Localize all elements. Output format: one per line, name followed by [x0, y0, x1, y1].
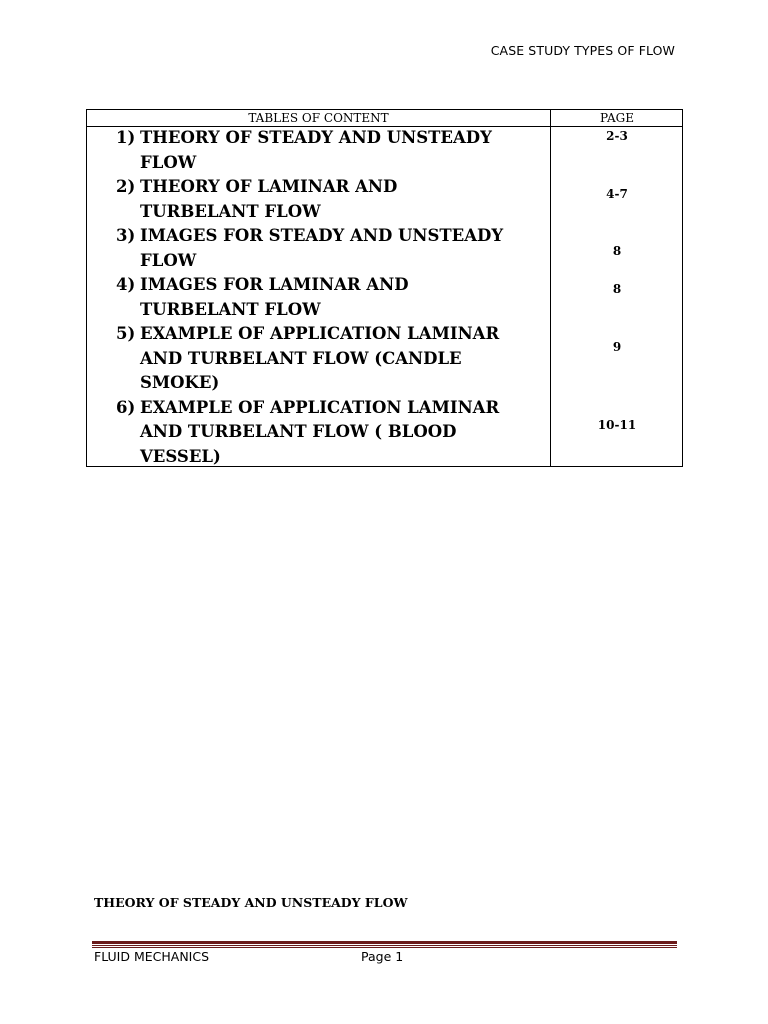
- entry-page-number: 9: [612, 340, 622, 354]
- toc-entry: [116, 273, 546, 322]
- entry-page-number: 8: [612, 282, 622, 296]
- entry-title-line: EXAMPLE OF APPLICATION LAMINAR: [140, 397, 500, 417]
- entry-title-line: VESSEL): [140, 446, 221, 466]
- entry-title-line: IMAGES FOR STEADY AND UNSTEADY: [140, 226, 504, 245]
- toc-entry: [116, 224, 546, 273]
- entry-title-line: AND TURBELANT FLOW ( BLOOD: [140, 422, 457, 441]
- section-heading: THEORY OF STEADY AND UNSTEADY FLOW: [94, 895, 408, 910]
- entry-number: 1): [116, 128, 136, 147]
- table-of-contents: [86, 109, 683, 467]
- entry-title-line: FLOW: [140, 152, 197, 172]
- toc-entry: [116, 175, 546, 224]
- entry-title-line: THEORY OF STEADY AND UNSTEADY: [140, 128, 492, 147]
- entry-number: 5): [116, 324, 136, 343]
- footer-page-number: Page 1: [361, 949, 404, 964]
- footer-rule: [92, 941, 677, 944]
- footer-course-title: FLUID MECHANICS: [94, 949, 210, 964]
- entry-title-line: TURBELANT FLOW: [140, 201, 321, 221]
- toc-heading-contents: TABLES OF CONTENT: [248, 111, 389, 125]
- toc-entry: [116, 322, 546, 396]
- entry-page-number: 2-3: [606, 129, 628, 143]
- entry-title-line: IMAGES FOR LAMINAR AND: [140, 275, 409, 294]
- entry-number: 6): [116, 397, 136, 417]
- entry-title-line: SMOKE): [140, 373, 220, 392]
- toc-heading-page: PAGE: [600, 111, 634, 125]
- entry-number: 2): [116, 177, 136, 196]
- footer-rule: [92, 947, 677, 948]
- entry-title-line: AND TURBELANT FLOW (CANDLE: [140, 348, 462, 368]
- entry-number: 4): [116, 275, 136, 294]
- entry-title-line: EXAMPLE OF APPLICATION LAMINAR: [140, 324, 500, 343]
- page-header: CASE STUDY TYPES OF FLOW: [490, 43, 675, 58]
- entry-title-line: FLOW: [140, 250, 197, 270]
- entry-page-number: 4-7: [606, 187, 628, 201]
- footer-rule: [92, 945, 677, 946]
- toc-entry: [116, 126, 546, 175]
- page-number-column: [551, 110, 683, 466]
- entry-page-number: 10-11: [597, 418, 637, 432]
- entry-title-line: THEORY OF LAMINAR AND: [140, 177, 398, 196]
- entry-number: 3): [116, 226, 136, 245]
- entry-page-number: 8: [612, 244, 622, 258]
- toc-entries: [116, 126, 546, 469]
- toc-entry: [116, 396, 546, 470]
- entry-title-line: TURBELANT FLOW: [140, 299, 321, 319]
